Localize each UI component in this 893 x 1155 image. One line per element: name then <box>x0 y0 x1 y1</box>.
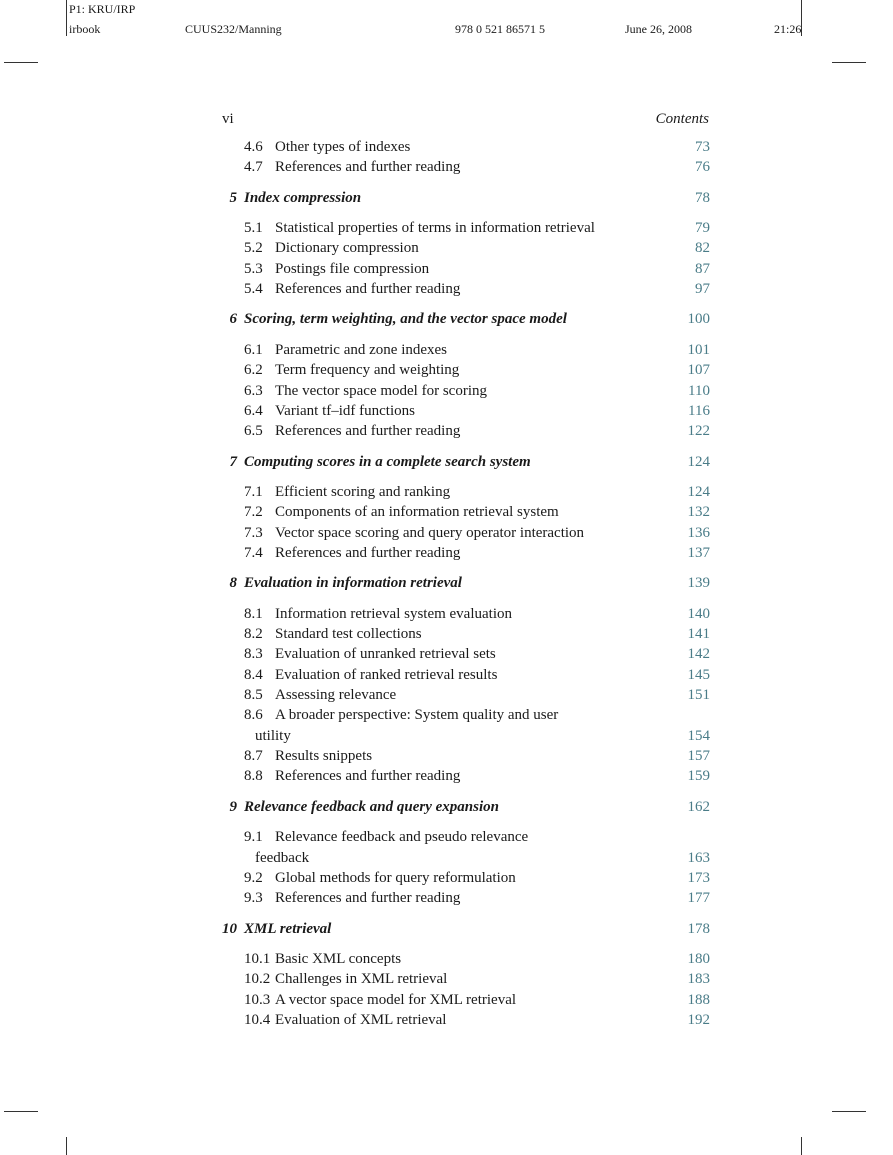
toc-section-title: Efficient scoring and ranking <box>275 483 451 500</box>
toc-page-number: 140 <box>687 605 710 622</box>
toc-chapter-row[interactable] <box>222 190 710 210</box>
toc-page-number: 124 <box>687 483 710 500</box>
toc-section-title: Basic XML concepts <box>275 950 402 967</box>
toc-page-number: 192 <box>687 1011 710 1028</box>
toc-section-number: 6.3 <box>244 382 263 399</box>
crop-mark-bottom-right-v <box>801 1137 802 1155</box>
toc-section-number: 7.2 <box>244 504 263 521</box>
toc-section-row[interactable] <box>222 342 710 362</box>
toc-section-number: 6.1 <box>244 341 263 358</box>
toc-page-number: 178 <box>687 920 710 937</box>
toc-section-row[interactable] <box>222 667 710 687</box>
toc-chapter-title: Relevance feedback and query expansion <box>244 798 499 815</box>
toc-page-number: 151 <box>687 687 710 704</box>
toc-section-title: References and further reading <box>275 159 461 176</box>
toc-section-number: 8.6 <box>244 707 263 724</box>
toc-section-number: 7.4 <box>244 544 263 561</box>
toc-section-number: 5.4 <box>244 281 263 298</box>
toc-page-number: 157 <box>687 748 710 765</box>
toc-section-title: Evaluation of XML retrieval <box>275 1011 447 1028</box>
toc-section-number: 9.2 <box>244 869 263 886</box>
toc-section-number: 10.3 <box>244 991 271 1008</box>
toc-section-row[interactable] <box>222 159 710 179</box>
toc-section-title: Other types of indexes <box>275 139 411 155</box>
toc-section-title: feedback <box>255 849 310 866</box>
print-header-line1: P1: KRU/IRP <box>69 2 136 16</box>
toc-section-row[interactable] <box>222 890 710 910</box>
toc-section-row[interactable] <box>222 139 710 159</box>
toc-chapter-row[interactable] <box>222 799 710 819</box>
page-folio: vi <box>222 111 234 127</box>
toc-section-row[interactable] <box>222 1012 710 1032</box>
toc-section-row[interactable] <box>222 626 710 646</box>
toc-section-row[interactable] <box>222 850 710 870</box>
toc-section-number: 10.1 <box>244 950 271 967</box>
toc-page-number: 87 <box>695 260 710 277</box>
print-header-book: irbook <box>69 22 101 36</box>
toc-section-row[interactable] <box>222 261 710 281</box>
print-header-isbn: 978 0 521 86571 5 <box>455 22 545 36</box>
toc-section-number: 4.6 <box>244 139 263 155</box>
toc-section-row[interactable] <box>222 768 710 788</box>
toc-section-number: 8.3 <box>244 646 263 663</box>
toc-section-title: References and further reading <box>275 423 461 440</box>
toc-section-title: Vector space scoring and query operator interaction <box>275 524 585 541</box>
toc-section-row[interactable] <box>222 403 710 423</box>
toc-section-number: 8.1 <box>244 605 263 622</box>
toc-page-number: 76 <box>695 159 710 176</box>
print-header-time: 21:26 <box>774 22 802 36</box>
toc-section-title: Evaluation of ranked retrieval results <box>275 666 498 683</box>
toc-chapter-number: 6 <box>229 311 237 328</box>
toc-section-title: Results snippets <box>275 748 373 765</box>
toc-section-row[interactable] <box>222 240 710 260</box>
toc-section-number: 8.5 <box>244 687 263 704</box>
toc-page-number: 154 <box>687 727 710 744</box>
toc-page-number: 97 <box>695 281 710 298</box>
toc-section-title: Term frequency and weighting <box>275 362 460 379</box>
toc-chapter-title: Computing scores in a complete search system <box>244 453 531 470</box>
toc-chapter-number: 9 <box>229 798 237 815</box>
toc-section-number: 5.3 <box>244 260 263 277</box>
toc-section-title: Challenges in XML retrieval <box>275 971 448 988</box>
toc-page-number: 159 <box>687 768 710 785</box>
toc-section-row[interactable] <box>222 423 710 443</box>
toc-chapter-row[interactable] <box>222 921 710 941</box>
toc-chapter-title: Index compression <box>244 189 362 206</box>
toc-section-title: Evaluation of unranked retrieval sets <box>275 646 496 663</box>
toc-section-title: Relevance feedback and pseudo relevance <box>275 829 529 846</box>
toc-section-number: 6.5 <box>244 423 263 440</box>
toc-page-number: 82 <box>695 240 710 257</box>
toc-section-title: A vector space model for XML retrieval <box>275 991 517 1008</box>
toc-section-row[interactable] <box>222 383 710 403</box>
toc-section-row[interactable] <box>222 728 710 748</box>
toc-section-title: Dictionary compression <box>275 240 419 257</box>
toc-page-number: 136 <box>687 524 710 541</box>
toc-page-number: 132 <box>687 504 710 521</box>
toc-section-row[interactable] <box>222 748 710 768</box>
toc-page-number: 101 <box>687 341 710 358</box>
toc-section-row[interactable] <box>222 504 710 524</box>
toc-section-title: Components of an information retrieval system <box>275 504 559 521</box>
toc-section-row[interactable] <box>222 220 710 240</box>
print-header-publisher: CUUS232/Manning <box>185 22 282 36</box>
toc-section-title: A broader perspective: System quality and user <box>275 707 559 724</box>
toc-page-number: 163 <box>687 849 710 866</box>
running-head-title: Contents <box>655 111 709 127</box>
toc-chapter-row[interactable] <box>222 311 710 331</box>
toc-section-title: Assessing relevance <box>275 687 397 704</box>
toc-section-row[interactable] <box>222 971 710 991</box>
table-of-contents <box>222 0 710 1155</box>
toc-section-row[interactable] <box>222 525 710 545</box>
toc-section-title: Variant tf–idf functions <box>275 402 415 419</box>
toc-page-number: 139 <box>687 575 710 592</box>
toc-page-number: 177 <box>687 890 710 907</box>
toc-chapter-title: Scoring, term weighting, and the vector space model <box>244 311 567 328</box>
toc-section-title: utility <box>255 727 291 744</box>
toc-section-row[interactable] <box>222 281 710 301</box>
toc-page-number: 124 <box>687 453 710 470</box>
toc-chapter-row[interactable] <box>222 575 710 595</box>
toc-section-title: Parametric and zone indexes <box>275 341 448 358</box>
toc-section-title: References and further reading <box>275 768 461 785</box>
toc-chapter-number: 8 <box>229 575 237 592</box>
toc-section-number: 8.8 <box>244 768 263 785</box>
toc-section-row[interactable] <box>222 646 710 666</box>
toc-section-number: 7.1 <box>244 483 263 500</box>
toc-section-title: Information retrieval system evaluation <box>275 605 513 622</box>
toc-section-row[interactable] <box>222 687 710 707</box>
toc-page-number: 162 <box>687 798 710 815</box>
toc-section-number: 6.4 <box>244 402 263 419</box>
toc-section-row[interactable] <box>222 829 710 849</box>
crop-mark-bottom-left-h <box>4 1111 38 1112</box>
toc-section-row[interactable] <box>222 545 710 565</box>
toc-section-title: Standard test collections <box>275 626 422 642</box>
toc-chapter-number: 7 <box>229 453 237 470</box>
toc-section-title: References and further reading <box>275 544 461 561</box>
toc-section-number: 5.2 <box>244 240 263 257</box>
toc-section-row[interactable] <box>222 951 710 971</box>
toc-page-number: 173 <box>687 869 710 886</box>
toc-section-number: 9.3 <box>244 890 263 907</box>
toc-section-row[interactable] <box>222 484 710 504</box>
toc-section-number: 10.4 <box>244 1011 271 1028</box>
crop-mark-top-left-v <box>66 0 67 36</box>
toc-page-number: 141 <box>687 626 710 642</box>
toc-section-row[interactable] <box>222 992 710 1012</box>
crop-mark-bottom-left-v <box>66 1137 67 1155</box>
toc-section-title: References and further reading <box>275 890 461 907</box>
toc-section-number: 8.2 <box>244 626 263 642</box>
toc-chapter-title: Evaluation in information retrieval <box>244 575 462 592</box>
toc-page-number: 122 <box>687 423 710 440</box>
toc-page-number: 78 <box>695 189 710 206</box>
toc-section-number: 10.2 <box>244 971 271 988</box>
toc-section-title: References and further reading <box>275 281 461 298</box>
toc-section-number: 6.2 <box>244 362 263 379</box>
toc-page-number: 116 <box>688 402 710 419</box>
toc-section-row[interactable] <box>222 870 710 890</box>
toc-page-number: 110 <box>688 382 710 399</box>
toc-section-number: 8.7 <box>244 748 263 765</box>
toc-section-title: The vector space model for scoring <box>275 382 487 399</box>
toc-section-number: 9.1 <box>244 829 263 846</box>
toc-section-number: 7.3 <box>244 524 263 541</box>
crop-mark-top-left-h <box>4 62 38 63</box>
toc-section-title: Postings file compression <box>275 260 430 277</box>
toc-page-number: 188 <box>687 991 710 1008</box>
toc-chapter-row[interactable] <box>222 454 710 474</box>
toc-page-number: 107 <box>687 362 710 379</box>
toc-page-number: 73 <box>695 139 710 155</box>
toc-section-row[interactable] <box>222 606 710 626</box>
print-header-date: June 26, 2008 <box>625 22 692 36</box>
toc-chapter-title: XML retrieval <box>244 920 332 937</box>
toc-section-number: 4.7 <box>244 159 263 176</box>
toc-page-number: 137 <box>687 544 710 561</box>
toc-chapter-number: 10 <box>222 920 237 937</box>
toc-page-number: 79 <box>695 220 710 237</box>
toc-page-number: 145 <box>687 666 710 683</box>
toc-page-number: 100 <box>687 311 710 328</box>
toc-section-number: 8.4 <box>244 666 263 683</box>
toc-page-number: 183 <box>687 971 710 988</box>
toc-section-number: 5.1 <box>244 220 263 237</box>
toc-section-row[interactable] <box>222 707 710 727</box>
toc-section-title: Global methods for query reformulation <box>275 869 516 886</box>
crop-mark-bottom-right-h <box>832 1111 866 1112</box>
toc-section-title: Statistical properties of terms in information retrieval <box>275 220 595 237</box>
toc-page-number: 180 <box>687 950 710 967</box>
toc-section-row[interactable] <box>222 362 710 382</box>
toc-chapter-number: 5 <box>229 189 237 206</box>
crop-mark-top-right-h <box>832 62 866 63</box>
toc-page-number: 142 <box>687 646 710 663</box>
